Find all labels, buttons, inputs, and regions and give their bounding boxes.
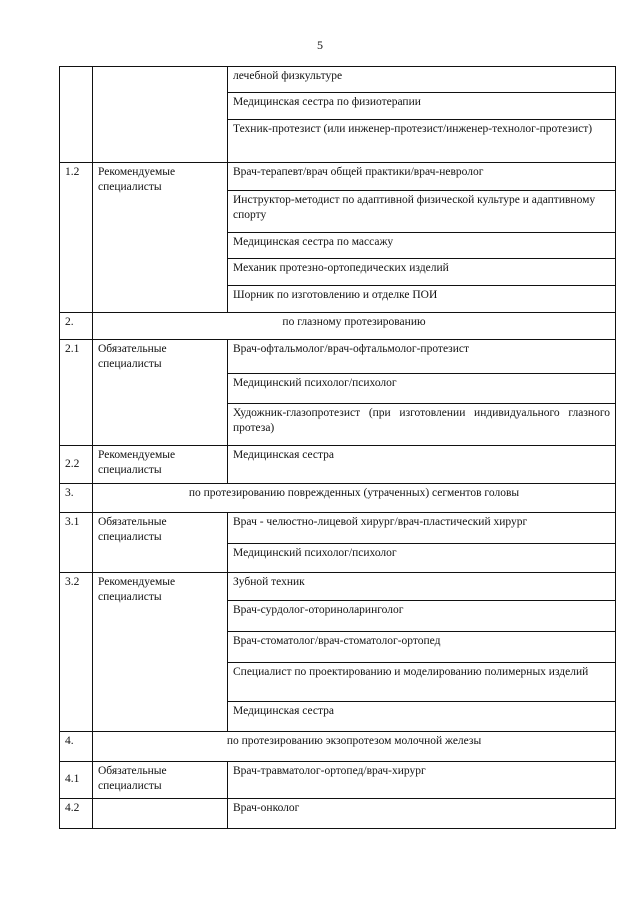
section-number: 3. (60, 484, 93, 513)
section-row (60, 732, 616, 762)
row-number: 3.1 (60, 513, 93, 573)
specialist-cell: Специалист по проектированию и моделированию полимерных изделий (228, 663, 616, 702)
section-row (60, 484, 616, 513)
specialist-cell: Механик протезно-ортопедических изделий (228, 259, 616, 286)
category-cell (93, 799, 228, 829)
category-cell: Обязательные специалисты (93, 513, 228, 573)
specialist-cell: Медицинская сестра (228, 702, 616, 732)
table-row (60, 446, 616, 484)
specialist-cell: Врач-онколог (228, 799, 616, 829)
specialists-table (59, 66, 616, 829)
specialist-cell: Врач-сурдолог-оториноларинголог (228, 601, 616, 632)
row-number: 2.2 (60, 446, 93, 484)
table-row (60, 67, 616, 93)
table-row (60, 163, 616, 191)
category-cell: Рекомендуемые специалисты (93, 446, 228, 484)
specialist-cell: Зубной техник (228, 573, 616, 601)
specialist-cell: Медицинский психолог/психолог (228, 374, 616, 404)
table-row (60, 340, 616, 374)
section-title: по протезированию поврежденных (утраченных) сегментов головы (93, 484, 616, 513)
row-number: 4.1 (60, 762, 93, 799)
row-number: 1.2 (60, 163, 93, 313)
section-number: 4. (60, 732, 93, 762)
section-row (60, 313, 616, 340)
specialist-cell: Врач-стоматолог/врач-стоматолог-ортопед (228, 632, 616, 663)
specialist-cell: Врач-терапевт/врач общей практики/врач-невролог (228, 163, 616, 191)
table-row (60, 762, 616, 799)
category-cell: Обязательные специалисты (93, 340, 228, 446)
row-number: 3.2 (60, 573, 93, 732)
specialist-cell: Медицинская сестра по массажу (228, 233, 616, 259)
table-row (60, 513, 616, 544)
specialist-cell: Инструктор-методист по адаптивной физической культуре и адаптивному спорту (228, 191, 616, 233)
specialist-cell: Медицинская сестра (228, 446, 616, 484)
row-number: 4.2 (60, 799, 93, 829)
category-cell: Рекомендуемые специалисты (93, 163, 228, 313)
table-row (60, 799, 616, 829)
section-title: по протезированию экзопротезом молочной железы (93, 732, 616, 762)
specialist-cell: Медицинский психолог/психолог (228, 544, 616, 573)
specialist-cell: Врач - челюстно-лицевой хирург/врач-пластический хирург (228, 513, 616, 544)
number-cell-empty (60, 67, 93, 163)
page-number: 5 (317, 38, 323, 52)
specialist-cell: Техник-протезист (или инженер-протезист/инженер-технолог-протезист) (228, 120, 616, 163)
section-number: 2. (60, 313, 93, 340)
specialist-cell: Художник-глазопротезист (при изготовлении индивидуального глазного протеза) (228, 404, 616, 446)
section-title: по глазному протезированию (93, 313, 616, 340)
specialist-cell: Врач-травматолог-ортопед/врач-хирург (228, 762, 616, 799)
specialist-cell: Медицинская сестра по физиотерапии (228, 93, 616, 120)
table-row (60, 573, 616, 601)
row-number: 2.1 (60, 340, 93, 446)
specialist-cell: лечебной физкультуре (228, 67, 616, 93)
category-cell: Рекомендуемые специалисты (93, 573, 228, 732)
specialist-cell: Врач-офтальмолог/врач-офтальмолог-протезист (228, 340, 616, 374)
specialist-cell: Шорник по изготовлению и отделке ПОИ (228, 286, 616, 313)
category-cell-empty (93, 67, 228, 163)
category-cell: Обязательные специалисты (93, 762, 228, 799)
